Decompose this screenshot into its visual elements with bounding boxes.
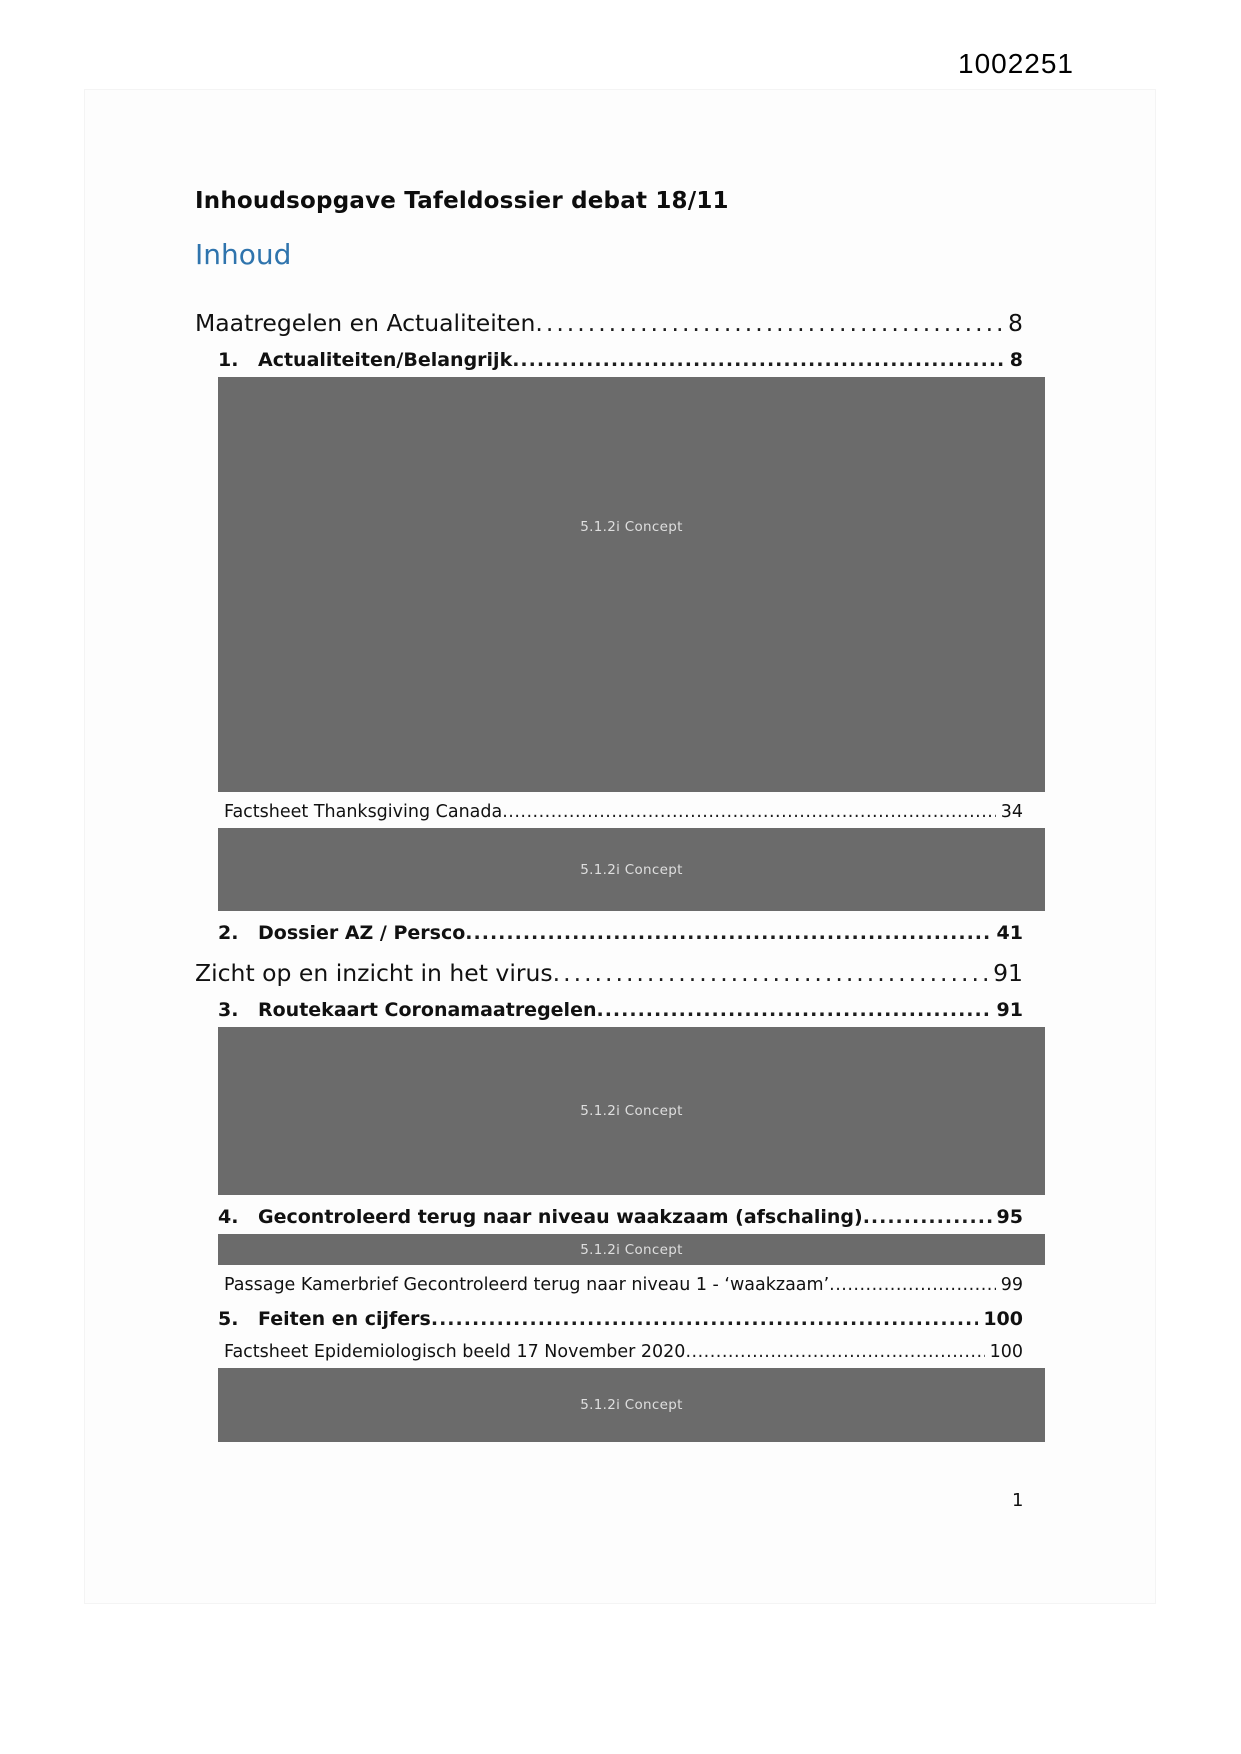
toc-entry-page: 91 — [996, 999, 1023, 1021]
toc-dot-leader — [535, 308, 1003, 338]
toc-entry — [195, 308, 1023, 338]
toc-dot-leader — [553, 958, 988, 988]
toc-entry-number: 4. — [218, 1206, 239, 1228]
redaction-block — [218, 377, 1045, 792]
redaction-label: 5.1.2i Concept — [580, 519, 683, 535]
toc-entry-page: 100 — [983, 1308, 1023, 1330]
toc-dot-leader — [465, 920, 991, 946]
redaction-block — [218, 1368, 1045, 1442]
toc-entry-page: 99 — [1000, 1275, 1023, 1295]
toc-entry-label: Maatregelen en Actualiteiten — [195, 309, 536, 337]
toc-entry-number: 1. — [218, 349, 239, 371]
toc-entry-page: 95 — [996, 1206, 1023, 1228]
toc-entry-page: 8 — [1009, 349, 1023, 371]
toc-dot-leader — [502, 800, 995, 824]
toc-entry — [195, 347, 1023, 373]
toc-entry-page: 8 — [1008, 309, 1023, 337]
toc-entry-number: 5. — [218, 1308, 239, 1330]
toc-entry — [195, 1340, 1023, 1364]
toc-dot-leader — [685, 1340, 984, 1364]
redaction-label: 5.1.2i Concept — [580, 861, 683, 878]
toc-dot-leader — [512, 347, 1005, 373]
toc-dot-leader — [596, 997, 991, 1023]
toc-entry-page: 41 — [996, 922, 1023, 944]
toc-entry-number: 3. — [218, 999, 239, 1021]
redaction-block — [218, 1027, 1045, 1195]
toc-entry-label: Gecontroleerd terug naar niveau waakzaam (afschaling) — [258, 1206, 863, 1228]
toc-entry — [195, 800, 1023, 824]
contents-heading: Inhoud — [195, 238, 292, 271]
toc-entry — [195, 1273, 1023, 1297]
toc-dot-leader — [829, 1273, 996, 1297]
toc-entry-label: Actualiteiten/Belangrijk — [258, 349, 513, 371]
toc-dot-leader — [863, 1204, 992, 1230]
toc-entry-label: Factsheet Thanksgiving Canada — [224, 802, 503, 822]
toc-entry — [195, 1306, 1023, 1332]
redaction-block — [218, 1234, 1045, 1265]
toc-entry-label: Feiten en cijfers — [258, 1308, 431, 1330]
toc-entry — [195, 1204, 1023, 1230]
redaction-label: 5.1.2i Concept — [580, 1103, 683, 1119]
redaction-label: 5.1.2i Concept — [580, 1397, 683, 1413]
toc-entry-number: 2. — [218, 922, 239, 944]
toc-entry-label: Passage Kamerbrief Gecontroleerd terug naar niveau 1 - ‘waakzaam’ — [224, 1275, 830, 1295]
toc-dot-leader — [431, 1306, 978, 1332]
toc-entry-page: 34 — [1000, 802, 1023, 822]
toc-entry-label: Zicht op en inzicht in het virus — [195, 959, 553, 987]
toc-entry-page: 100 — [989, 1342, 1023, 1362]
document-id-stamp: 1002251 — [958, 48, 1075, 79]
toc-entry-page: 91 — [993, 959, 1023, 987]
toc-entry-label: Routekaart Coronamaatregelen — [258, 999, 597, 1021]
toc — [195, 186, 1023, 1442]
redaction-label: 5.1.2i Concept — [580, 1241, 683, 1258]
toc-entry — [195, 997, 1023, 1023]
redaction-block — [218, 828, 1045, 911]
page-title: Inhoudsopgave Tafeldossier debat 18/11 — [195, 188, 729, 214]
toc-entry-label: Factsheet Epidemiologisch beeld 17 November 2020 — [224, 1342, 686, 1362]
toc-entry-label: Dossier AZ / Persco — [258, 922, 466, 944]
toc-entry — [195, 958, 1023, 988]
footer-page-number: 1 — [1012, 1490, 1024, 1511]
toc-entry — [195, 920, 1023, 946]
